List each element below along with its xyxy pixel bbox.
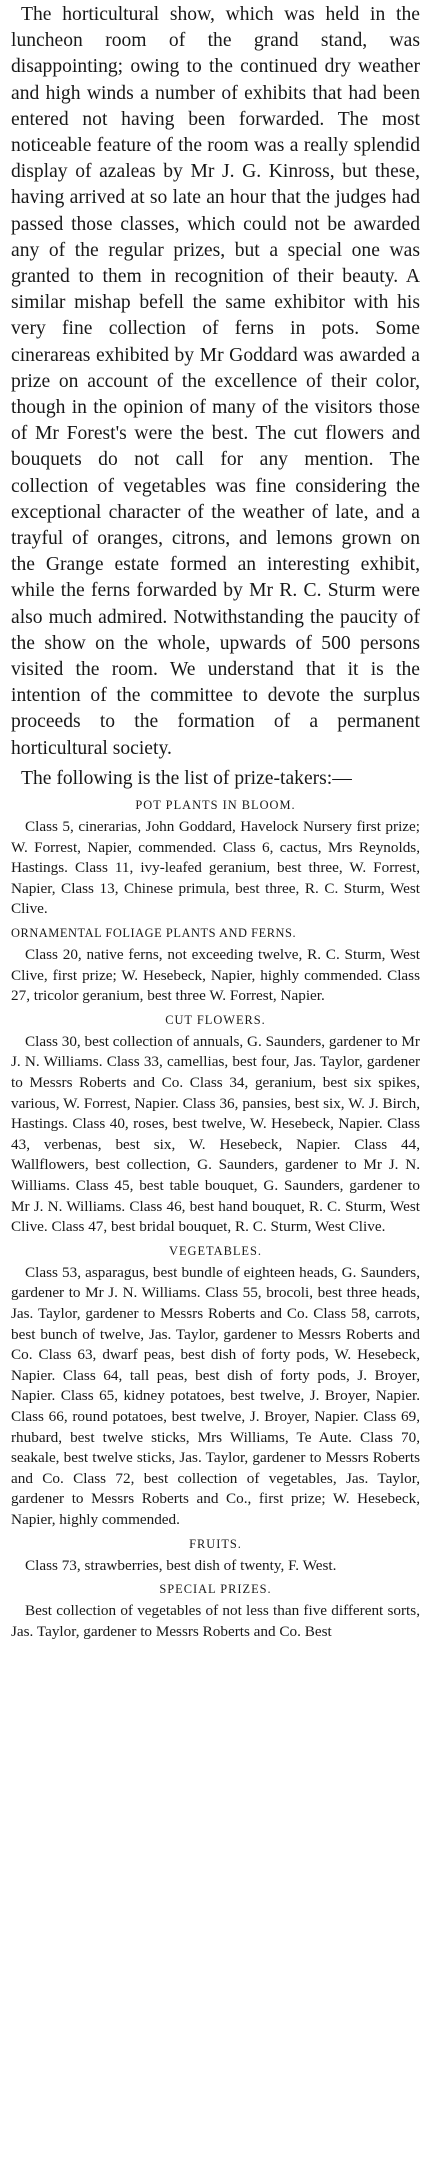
section-fruits <box>11 1536 420 1577</box>
section-vegetables <box>11 1243 420 1531</box>
section-heading: CUT FLOWERS. <box>165 1012 266 1027</box>
section-text: Class 20, native ferns, not exceeding twelve, R. C. Sturm, West Clive, first prize; W. Hesebeck, Napier, highly commended. Class 27, tricolor geranium, best three W. Forrest, Napier. <box>11 946 420 1005</box>
section-text: Class 30, best collection of annuals, G. Saunders, gardener to Mr J. N. Williams. Class 33, camellias, best four, Jas. Taylor, gardener to Messrs Roberts and Co. Class 34, geranium, best six spikes, various, W. Forrest, Napier. Class 36, pansies, best six, W. J. Birch, Hastings. Class 40, roses, best twelve, W. Hesebeck, Napier. Class 43, verbenas, best six, W. Hesebeck, Napier. Class 44, Wallflowers, best collection, G. Saunders, gardener to Mr J. N. Williams. Class 45, best table bouquet, G. Saunders, gardener to Mr J. N. Williams. Class 46, best hand bouquet, R. C. Sturm, West Clive. Class 47, best bridal bouquet, R. C. Sturm, West Clive. <box>11 1032 420 1236</box>
section-heading: ORNAMENTAL FOLIAGE PLANTS AND FERNS. <box>11 926 297 941</box>
section-ornamental-foliage <box>11 925 420 1007</box>
section-heading: VEGETABLES. <box>169 1243 262 1258</box>
section-cut-flowers <box>11 1012 420 1238</box>
section-text: Best collection of vegetables of not less than five different sorts, Jas. Taylor, gardener to Messrs Roberts and Co. Best <box>11 1602 420 1640</box>
section-text: Class 5, cinerarias, John Goddard, Havelock Nursery first prize; W. Forrest, Napier, commended. Class 6, cactus, Mrs Reynolds, Hastings. Class 11, ivy-leafed geranium, best three, W. Forrest, Napier, Class 13, Chinese primula, best three, R. C. Sturm, West Clive. <box>11 818 420 918</box>
section-heading: POT PLANTS IN BLOOM. <box>135 798 296 813</box>
section-text: Class 53, asparagus, best bundle of eighteen heads, G. Saunders, gardener to Mr J. N. Williams. Class 55, brocoli, best three heads, Jas. Taylor, gardener to Messrs Roberts and Co. Class 58, carrots, best bunch of twelve, Jas. Taylor, gardener to Messrs Roberts and Co. Class 63, dwarf peas, best dish of forty pods, W. Hesebeck, Napier. Class 64, tall peas, best dish of forty pods, J. Broyer, Napier. Class 65, kidney potatoes, best twelve, J. Broyer, Napier. Class 66, round potatoes, best twelve, J. Broyer, Napier. Class 69, rhubard, best twelve sticks, Mrs Williams, Te Aute. Class 70, seakale, best twelve sticks, Jas. Taylor, gardener to Messrs Roberts and Co. Class 72, best collection of vegetables, Jas. Taylor, gardener to Messrs Roberts and Co., first prize; W. Hesebeck, Napier, highly commended. <box>11 1263 420 1528</box>
section-heading: SPECIAL PRIZES. <box>159 1582 272 1597</box>
section-special-prizes <box>11 1581 420 1642</box>
intro-paragraph: The horticultural show, which was held in the luncheon room of the grand stand, was disappointing; owing to the continued dry weather and high winds a number of exhibits that had been entered not having been forwarded. The most noticeable feature of the room was a really splendid display of azaleas by Mr J. G. Kinross, but these, having arrived at so late an hour that the judges had passed those classes, which could not be awarded any of the regular prizes, but a special one was granted to them in recognition of their beauty. A similar mishap befell the same exhibitor with his very fine collection of ferns in pots. Some cinerareas exhibited by Mr Goddard was awarded a prize on account of the excellence of their color, though in the opinion of many of the visitors those of Mr Forest's were the best. The cut flowers and bouquets do not call for any mention. The collection of vegetables was fine considering the exceptional character of the weather of late, and a trayful of oranges, citrons, and lemons grown on the Grange estate formed an interesting exhibit, while the ferns forwarded by Mr R. C. Sturm were also much admired. Notwithstanding the paucity of the show on the whole, upwards of 500 persons visited the room. We understand that it is the intention of the committee to devote the surplus proceeds to the formation of a permanent horticultural society. <box>11 4 420 759</box>
section-heading: FRUITS. <box>189 1536 242 1551</box>
section-text: Class 73, strawberries, best dish of twenty, F. West. <box>25 1556 337 1574</box>
prize-list-intro: The following is the list of prize-takers:— <box>21 767 352 789</box>
section-pot-plants <box>11 797 420 920</box>
